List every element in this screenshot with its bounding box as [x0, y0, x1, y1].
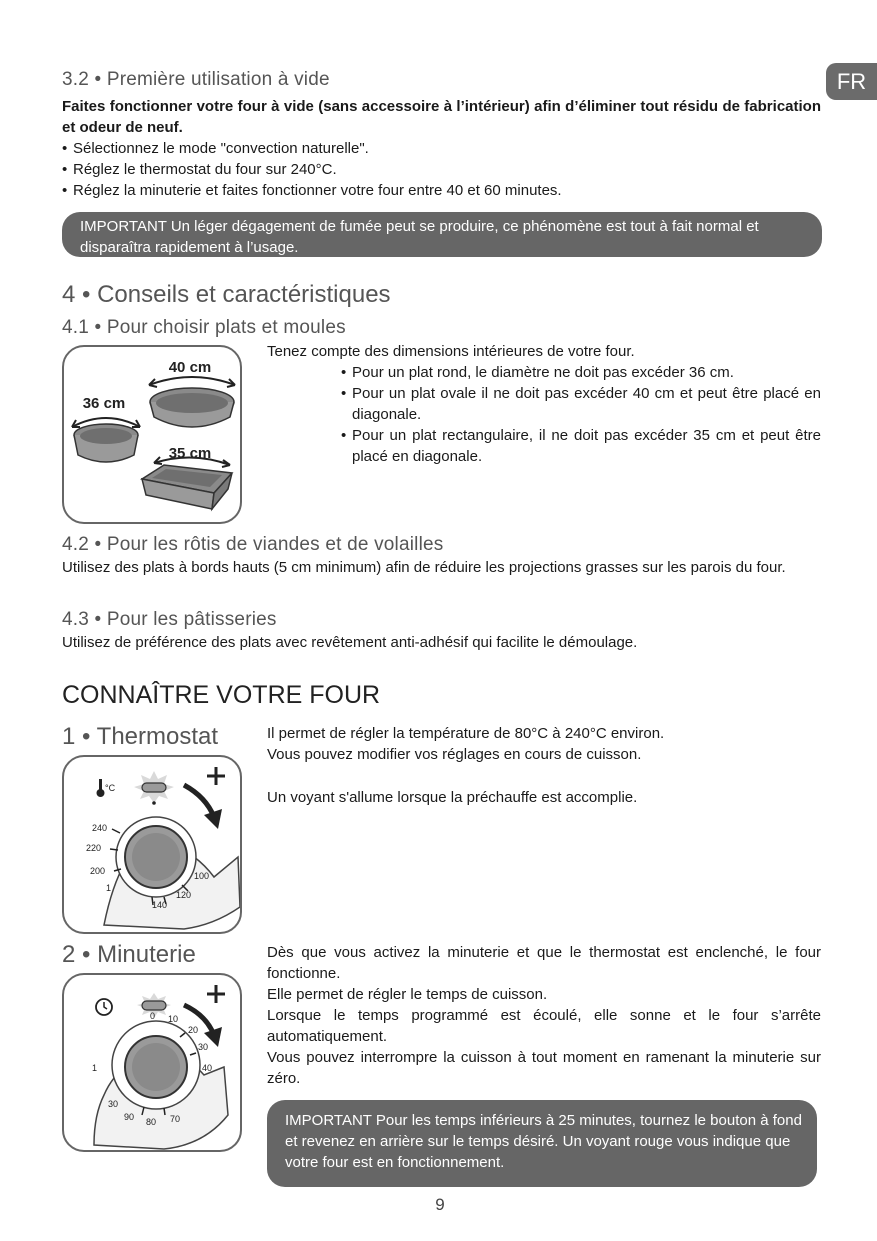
section-4-1-title: 4.1 • Pour choisir plats et moules: [62, 317, 346, 338]
thermostat-line-1: Il permet de régler la température de 80°C à 240°C environ.: [267, 725, 665, 742]
oval-dish-label: 40 cm: [168, 359, 212, 376]
section-4-title: 4 • Conseils et caractéristiques: [62, 281, 391, 308]
timer-paragraph-2: Elle permet de régler le temps de cuisson.: [267, 986, 548, 1003]
section-3-2-title: 3.2 • Première utilisation à vide: [62, 69, 330, 90]
section-3-2-intro: Faites fonctionner votre four à vide (sans accessoire à l’intérieur) afin d’éliminer tout résidu de fabrication et odeur de neuf.: [62, 98, 821, 136]
timer-tick: 1: [92, 1063, 98, 1073]
timer-description: [267, 942, 821, 1089]
rect-dish-label: 35 cm: [168, 445, 212, 462]
thermostat-title: 1 • Thermostat: [62, 723, 219, 750]
timer-tick: 90: [124, 1112, 135, 1122]
list-item: • Pour un plat ovale il ne doit pas excéder 40 cm et peut être placé en diagonale.: [341, 383, 821, 425]
celsius-unit: °C: [105, 783, 116, 793]
dishes-illustration: [62, 345, 242, 524]
list-item: • Réglez la minuterie et faites fonctionner votre four entre 40 et 60 minutes.: [62, 180, 821, 201]
timer-paragraph-4: Vous pouvez interrompre la cuisson à tout moment en ramenant la minuterie sur zéro.: [267, 1049, 821, 1087]
thermostat-illustration: [62, 755, 242, 934]
timer-illustration: [62, 973, 242, 1152]
plus-icon: [207, 767, 225, 785]
timer-tick: 70: [170, 1114, 181, 1124]
page-number: 9: [435, 1195, 445, 1214]
timer-tick: 30: [198, 1042, 209, 1052]
thermostat-drawing: [64, 757, 240, 932]
important-text: IMPORTANT Pour les temps inférieurs à 25 minutes, tournez le bouton à fond et revenez en arrière sur le temps désiré. Un voyant rouge vous indique que votre four est en fonctionnement.: [285, 1112, 802, 1171]
timer-tick: 40: [202, 1063, 213, 1073]
language-tab-label: FR: [836, 68, 867, 94]
timer-paragraph-3: Lorsque le temps programmé est écoulé, elle sonne et le four s’arrête automatiquement.: [267, 1007, 821, 1045]
thermostat-tick: 120: [176, 890, 192, 900]
indicator-light-icon: [134, 771, 174, 803]
important-callout-timer: [267, 1100, 817, 1187]
timer-tick: 0: [150, 1011, 156, 1021]
language-tab: [826, 63, 877, 100]
section-4-1-list: [341, 362, 821, 467]
timer-tick: 10: [168, 1014, 179, 1024]
list-item: • Pour un plat rond, le diamètre ne doit pas excéder 36 cm.: [341, 362, 821, 383]
thermostat-tick: 220: [86, 843, 102, 853]
timer-paragraph-1: Dès que vous activez la minuterie et que le thermostat est enclenché, le four fonctionne.: [267, 944, 821, 982]
list-item: • Pour un plat rectangulaire, il ne doit pas excéder 35 cm et peut être placé en diagonale.: [341, 425, 821, 467]
timer-tick: 20: [188, 1025, 199, 1035]
thermostat-line-3: Un voyant s'allume lorsque la préchauffe est accomplie.: [267, 789, 638, 806]
timer-title: 2 • Minuterie: [62, 941, 196, 968]
thermostat-tick: 1: [106, 883, 112, 893]
thermostat-tick: 240: [92, 823, 108, 833]
important-callout-smoke: [62, 212, 822, 257]
section-4-1-intro: Tenez compte des dimensions intérieures de votre four.: [267, 343, 635, 360]
section-4-2-text: Utilisez des plats à bords hauts (5 cm minimum) afin de réduire les projections grasses sur les parois du four.: [62, 559, 786, 576]
list-item: • Sélectionnez le mode "convection naturelle".: [62, 138, 821, 159]
important-text: IMPORTANT Un léger dégagement de fumée peut se produire, ce phénomène est tout à fait normal et disparaîtra rapidement à l’usage.: [80, 218, 759, 256]
thermometer-icon: [97, 779, 105, 797]
section-3-2-list: [62, 138, 821, 201]
section-4-2-title: 4.2 • Pour les rôtis de viandes et de volailles: [62, 534, 444, 555]
thermostat-tick: 140: [152, 900, 168, 910]
section-4-3-text: Utilisez de préférence des plats avec revêtement anti-adhésif qui facilite le démoulage.: [62, 634, 638, 651]
timer-tick: 30: [108, 1099, 119, 1109]
dishes-drawing: [64, 347, 240, 522]
thermostat-tick: 100: [194, 871, 210, 881]
thermostat-tick: 200: [90, 866, 106, 876]
timer-tick: 80: [146, 1117, 157, 1127]
section-4-3-title: 4.3 • Pour les pâtisseries: [62, 609, 277, 630]
round-dish-label: 36 cm: [82, 395, 126, 412]
plus-icon: [207, 985, 225, 1003]
thermostat-line-2: Vous pouvez modifier vos réglages en cours de cuisson.: [267, 746, 642, 763]
list-item: • Réglez le thermostat du four sur 240°C.: [62, 159, 821, 180]
timer-drawing: [64, 975, 240, 1150]
know-your-oven-title: CONNAÎTRE VOTRE FOUR: [62, 681, 381, 709]
clock-icon: [96, 999, 112, 1015]
